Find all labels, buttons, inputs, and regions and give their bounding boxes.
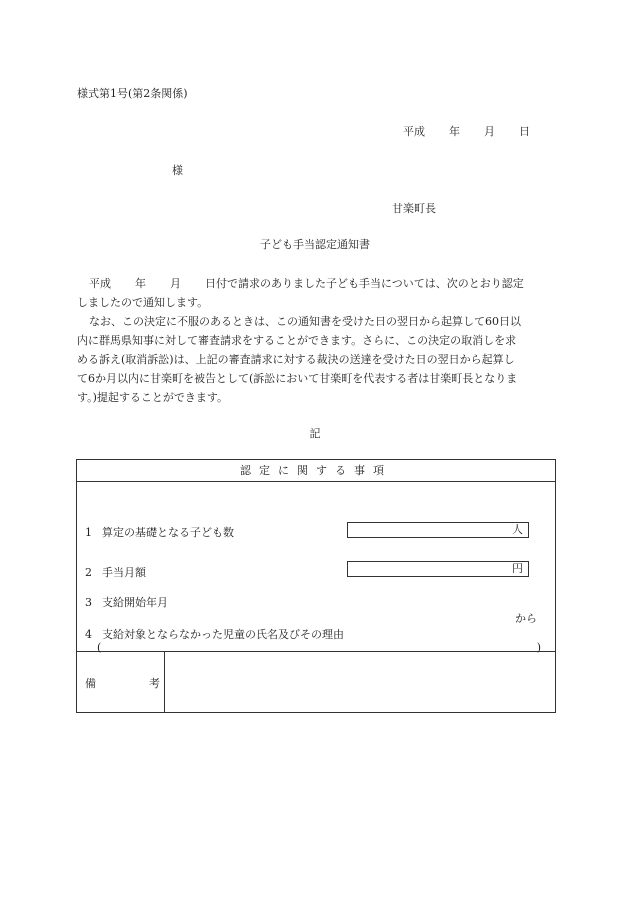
item-3 (85, 594, 168, 610)
recipient-suffix: 様 (172, 164, 183, 177)
item-1 (85, 524, 234, 540)
children-count-field[interactable] (347, 522, 529, 538)
paragraph-2 (77, 312, 567, 407)
item-2 (85, 564, 146, 580)
item-3-label: 支給開始年月 (102, 596, 168, 609)
item-3-number: 3 (85, 596, 92, 609)
item-2-number: 2 (85, 566, 92, 579)
date-day: 日 (519, 125, 530, 138)
monthly-amount-unit: 円 (512, 562, 523, 575)
item-2-label: 手当月額 (102, 566, 146, 579)
remarks-row (77, 652, 555, 712)
body-text (77, 274, 567, 407)
p2-line3: める訴え(取消訴訟)は、上記の審査請求に対する裁決の送達を受けた日の翌日から起算し (77, 353, 515, 366)
date-month: 月 (484, 125, 495, 138)
document-title: 子ども手当認定通知書 (260, 238, 370, 251)
reason-paren-close: ) (536, 641, 541, 654)
date-line (403, 123, 530, 139)
determination-table (76, 459, 556, 713)
p2-line1: なお、この決定に不服のあるときは、この通知書を受けた日の翌日から起算して60日以 (89, 315, 521, 328)
p1-month: 月 (170, 277, 181, 290)
item-1-label: 算定の基礎となる子ども数 (102, 526, 234, 539)
date-year: 年 (449, 125, 460, 138)
item-4-number: 4 (85, 628, 92, 641)
table-items (77, 481, 555, 652)
table-heading: 認定に関する事項 (77, 460, 555, 482)
remarks-label-char-2: 考 (149, 677, 160, 690)
issuer: 甘楽町長 (392, 202, 436, 215)
form-number: 様式第1号(第2条関係) (77, 87, 188, 100)
p2-line2: 内に群馬県知事に対して審査請求をすることができます。さらに、この決定の取消しを求 (77, 334, 517, 347)
p1-year: 年 (135, 277, 146, 290)
p2-line5: す。)提起することができます。 (77, 391, 229, 404)
item-4 (85, 626, 344, 642)
date-era: 平成 (403, 125, 425, 138)
p1-line1-rest: 日付で請求のありました子ども手当については、次のとおり認定 (205, 277, 524, 290)
item-1-number: 1 (85, 526, 92, 539)
paragraph-1 (77, 274, 567, 312)
p2-line4: て6か月以内に甘楽町を被告として(訴訟において甘楽町を代表する者は甘楽町長となりま (77, 372, 518, 385)
children-count-unit: 人 (512, 523, 523, 536)
p1-line2: しましたので通知します。 (77, 296, 209, 309)
item-4-label: 支給対象とならなかった児童の氏名及びその理由 (102, 628, 344, 641)
remarks-divider (164, 652, 165, 712)
remarks-label-char-1: 備 (85, 677, 96, 690)
p1-era: 平成 (89, 277, 111, 290)
start-month-suffix: から (515, 612, 537, 625)
monthly-amount-field[interactable] (347, 561, 529, 577)
reason-paren-open: ( (97, 641, 102, 654)
ki-marker: 記 (309, 427, 321, 440)
